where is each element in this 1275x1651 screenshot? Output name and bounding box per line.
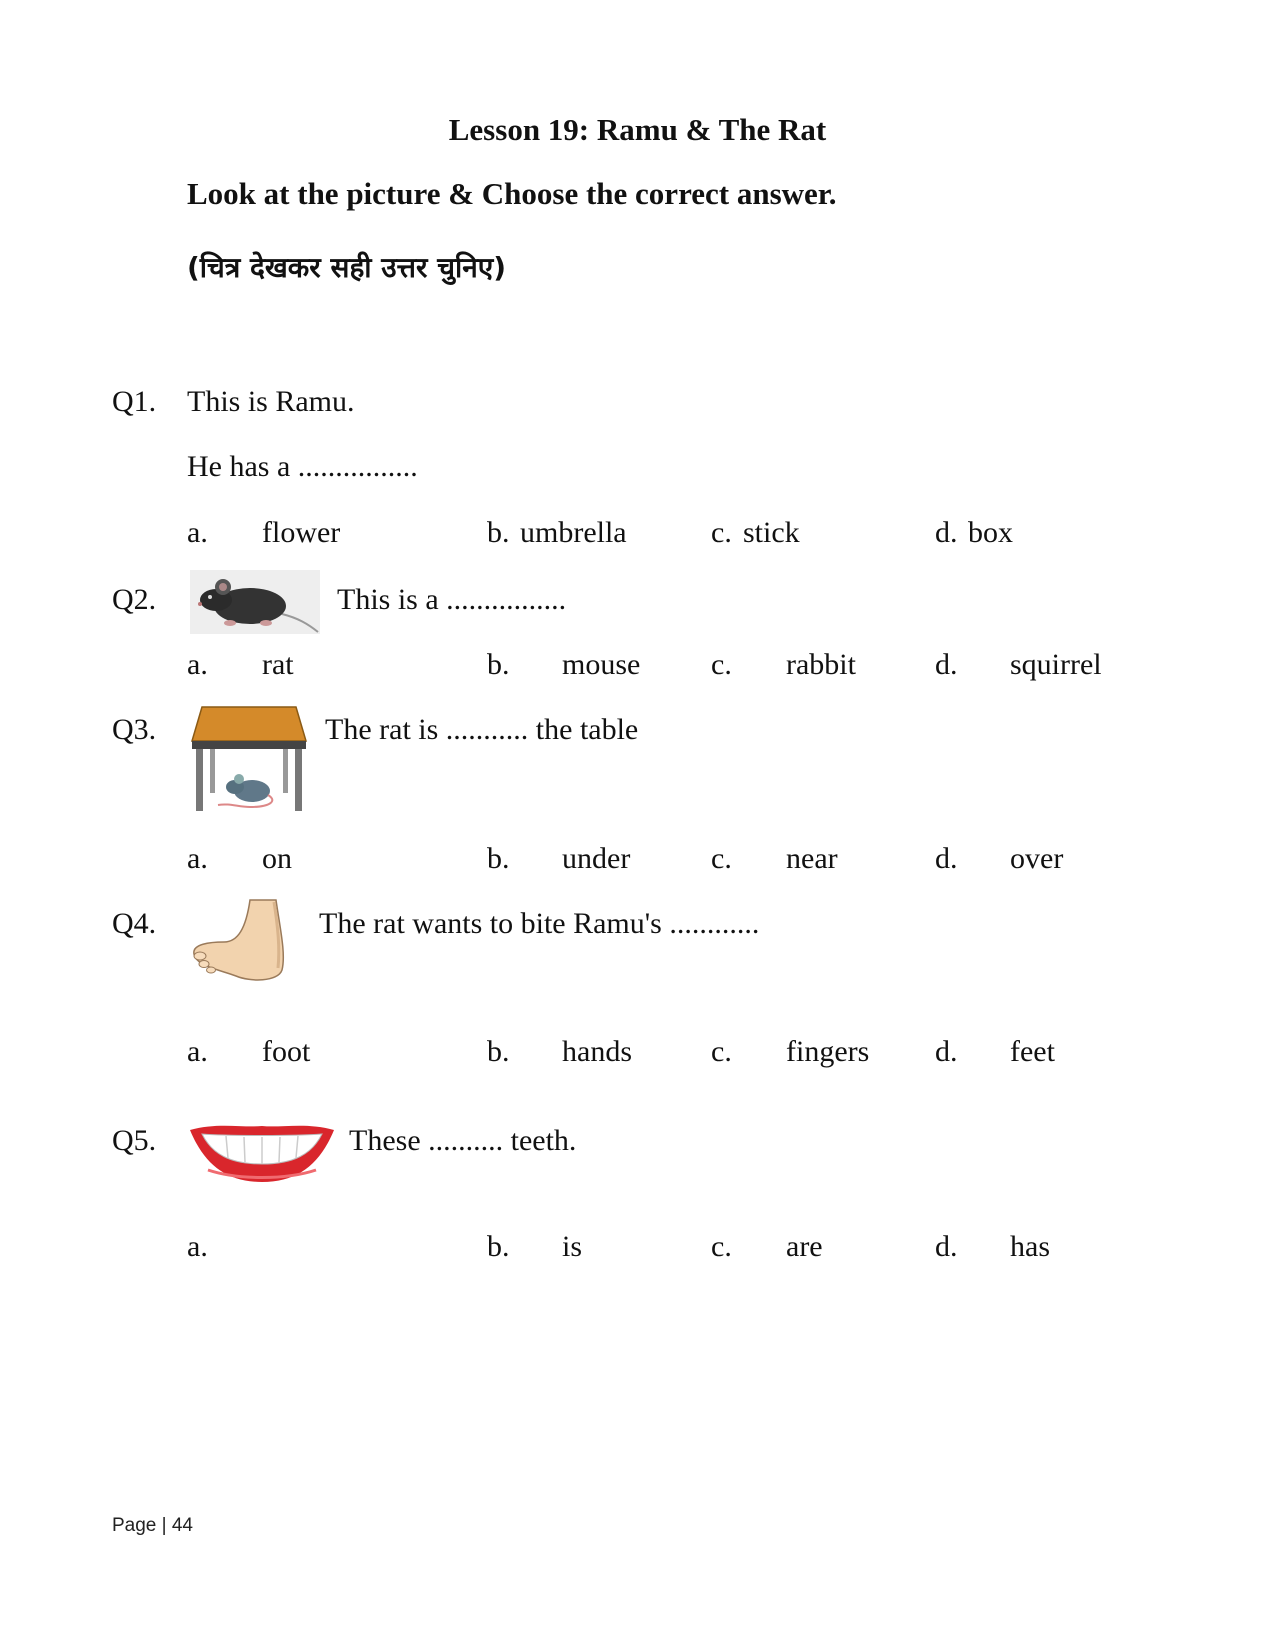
page-number: Page | 44 xyxy=(112,1515,194,1536)
option-letter: c. xyxy=(711,842,732,875)
option-text: foot xyxy=(262,1035,311,1068)
option-letter: a. xyxy=(187,1035,208,1068)
question-text: This is a ................ xyxy=(337,583,567,616)
question-number: Q3. xyxy=(112,713,157,746)
foot-picture xyxy=(190,898,290,984)
question-text: The rat wants to bite Ramu's ............ xyxy=(319,907,760,940)
option-text: feet xyxy=(1010,1035,1055,1068)
option-letter: b. xyxy=(487,648,510,681)
question-number: Q4. xyxy=(112,907,157,940)
option-letter: c. xyxy=(711,1230,732,1263)
page-title: Lesson 19: Ramu & The Rat xyxy=(448,112,827,147)
option-text: flower xyxy=(262,516,341,549)
option-text: has xyxy=(1010,1230,1050,1263)
option-letter: b. xyxy=(487,842,510,875)
smiling-teeth-picture xyxy=(188,1120,336,1184)
option-text: rabbit xyxy=(786,648,856,681)
option-letter: c. xyxy=(711,1035,732,1068)
instruction-hindi: (चित्र देखकर सही उत्तर चुनिए) xyxy=(187,251,507,284)
option-text: hands xyxy=(562,1035,632,1068)
option-text: under xyxy=(562,842,631,875)
option-text: stick xyxy=(743,516,800,549)
option-text: near xyxy=(786,842,838,875)
option-letter: d. xyxy=(935,1230,958,1263)
option-text: mouse xyxy=(562,648,641,681)
option-letter: d. xyxy=(935,842,958,875)
option-letter: d. xyxy=(935,648,958,681)
option-letter: b. xyxy=(487,1035,510,1068)
option-letter: d. xyxy=(935,1035,958,1068)
instruction: Look at the picture & Choose the correct answer. xyxy=(187,176,837,211)
question-text: These .......... teeth. xyxy=(349,1124,577,1157)
option-letter: d. xyxy=(935,516,958,549)
question-text: He has a ................ xyxy=(187,450,418,483)
option-text: fingers xyxy=(786,1035,870,1068)
question-number: Q1. xyxy=(112,385,157,418)
option-text: are xyxy=(786,1230,823,1263)
question-number: Q5. xyxy=(112,1124,157,1157)
option-letter: a. xyxy=(187,648,208,681)
option-letter: c. xyxy=(711,648,732,681)
option-letter: a. xyxy=(187,516,208,549)
option-text: is xyxy=(562,1230,583,1263)
question-text: The rat is ........... the table xyxy=(325,713,639,746)
option-letter: a. xyxy=(187,1230,208,1263)
rat-under-table-picture xyxy=(190,705,308,815)
option-text: over xyxy=(1010,842,1064,875)
option-letter: a. xyxy=(187,842,208,875)
option-text: rat xyxy=(262,648,294,681)
question-text: This is Ramu. xyxy=(187,385,355,418)
option-text: on xyxy=(262,842,292,875)
option-letter: c. xyxy=(711,516,732,549)
option-text: box xyxy=(968,516,1013,549)
option-letter: b. xyxy=(487,1230,510,1263)
option-letter: b. xyxy=(487,516,510,549)
rat-picture xyxy=(190,570,320,634)
option-text: squirrel xyxy=(1010,648,1102,681)
option-text: umbrella xyxy=(520,516,627,549)
question-number: Q2. xyxy=(112,583,157,616)
